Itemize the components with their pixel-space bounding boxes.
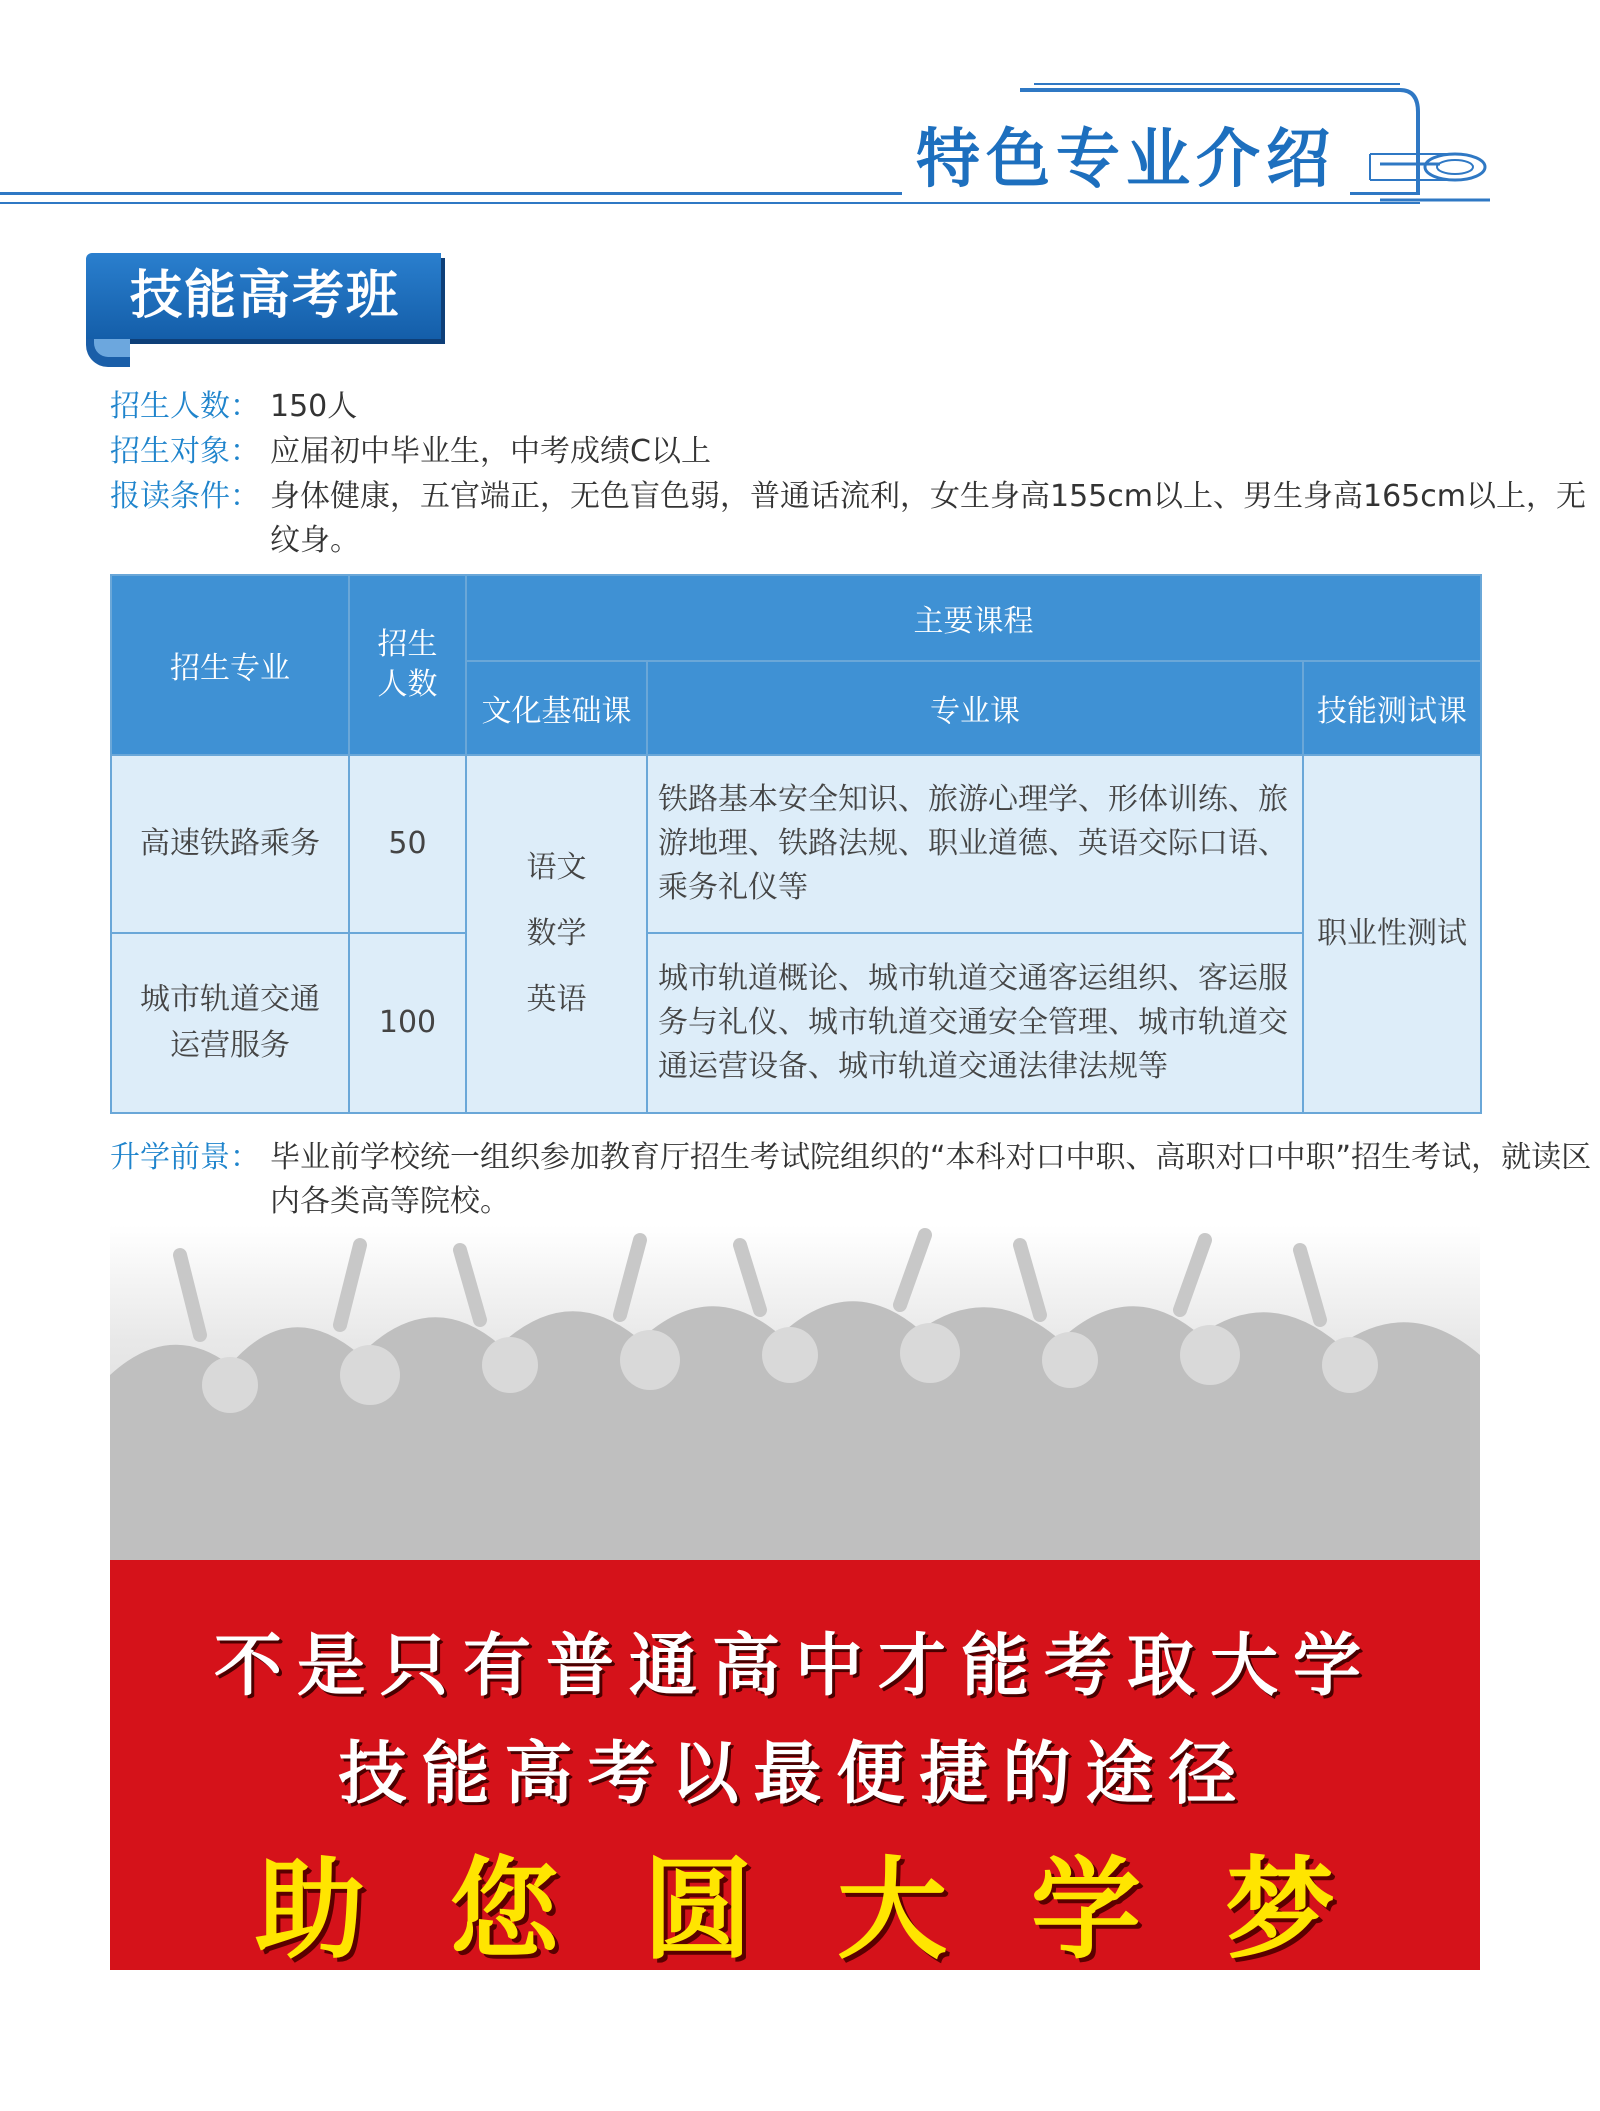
major-cell: 城市轨道交通运营服务 [111, 933, 349, 1113]
info-label: 招生人数： [110, 389, 260, 424]
header-culture: 文化基础课 [466, 661, 647, 755]
table-row [111, 933, 1481, 1113]
info-value: 应届初中毕业生，中考成绩C以上 [270, 434, 711, 469]
info-label: 招生对象： [110, 434, 260, 469]
header-skill-test: 技能测试课 [1303, 661, 1481, 755]
culture-course: 语文 [526, 850, 587, 885]
slogan-line-2: 技能高考以最便捷的途径 [338, 1734, 1252, 1814]
header-main-courses: 主要课程 [466, 575, 1481, 661]
professional-cell: 铁路基本安全知识、旅游心理学、形体训练、旅游地理、铁路法规、职业道德、英语交际口语、乘务礼仪等 [647, 755, 1303, 933]
major-cell: 高速铁路乘务 [111, 755, 349, 933]
info-label: 升学前景： [110, 1140, 260, 1175]
professional-cell: 城市轨道概论、城市轨道交通客运组织、客运服务与礼仪、城市轨道交通安全管理、城市轨道交通运营设备、城市轨道交通法律法规等 [647, 933, 1303, 1113]
info-value: 毕业前学校统一组织参加教育厅招生考试院组织的“本科对口中职、高职对口中职”招生考试，就读区内各类高等院校。 [270, 1140, 1592, 1219]
header-major: 招生专业 [111, 575, 349, 755]
count-cell: 50 [349, 755, 466, 933]
slogan-line-3: 助您圆大学梦 [255, 1845, 1419, 1974]
info-value: 身体健康，五官端正，无色盲色弱，普通话流利，女生身高155cm以上、男生身高165cm以上，无纹身。 [270, 479, 1586, 558]
info-label: 报读条件： [110, 479, 260, 514]
slogan-line-1: 不是只有普通高中才能考取大学 [213, 1626, 1376, 1706]
enrollment-table [110, 574, 1482, 1114]
count-cell: 100 [349, 933, 466, 1113]
header-count: 招生人数 [349, 575, 466, 755]
culture-course: 英语 [526, 982, 587, 1017]
info-value: 150人 [270, 389, 358, 424]
culture-courses-cell [466, 755, 647, 1113]
skill-test-cell: 职业性测试 [1303, 755, 1481, 1113]
slogan-banner [110, 1560, 1480, 1974]
culture-course: 数学 [526, 916, 587, 951]
table-row [111, 755, 1481, 933]
tag-curl-decoration [86, 339, 130, 367]
page-title: 特色专业介绍 [902, 108, 1350, 200]
section-title: 技能高考班 [86, 253, 441, 339]
graduation-photo [110, 1225, 1480, 1560]
header-professional: 专业课 [647, 661, 1303, 755]
